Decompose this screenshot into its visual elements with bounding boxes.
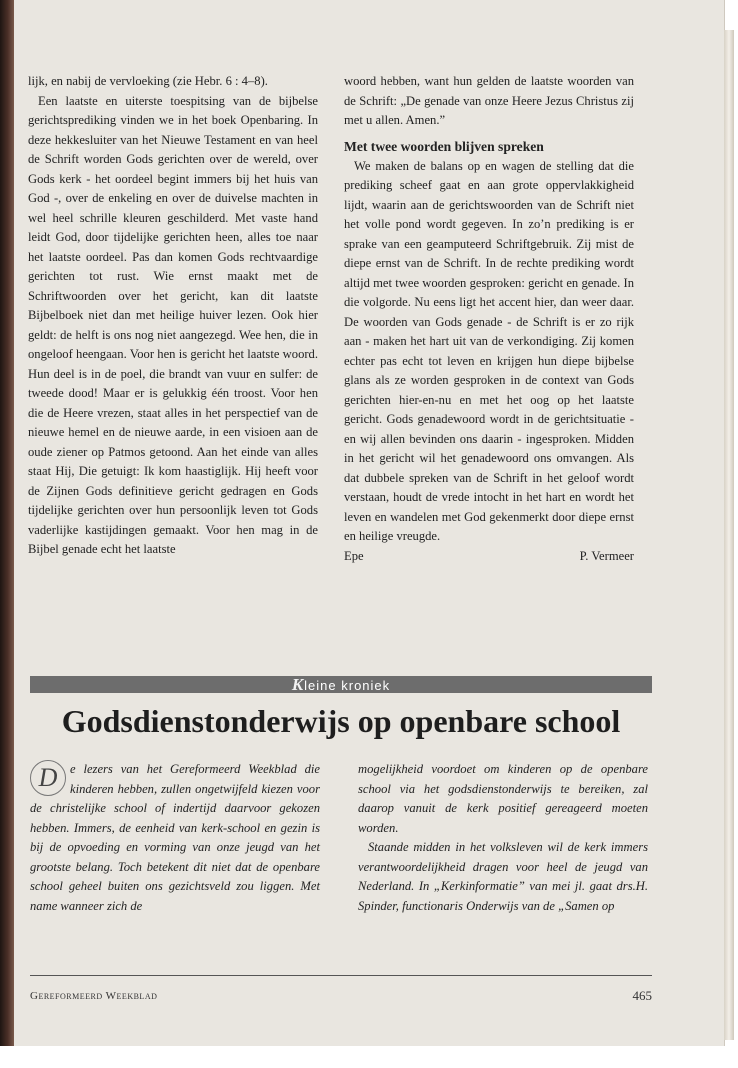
article1-signature [344, 547, 634, 567]
section-banner-kleine-kroniek [30, 676, 652, 693]
article1-subheading: Met twee woorden blijven spreken [344, 138, 544, 154]
article1-left-paragraph-2: Een laatste en uiterste toespitsing van de bijbelse gerichtsprediking vinden we in het boek Openbaring. In deze hekkesluiter van het Nieuwe Testament en van heel de Schrift worden Gods gerichten over de wereld, over Gods kerk - het oordeel begint immers bij het huis van God -, over de enkeling en over de duivelse machten in wel heel schrille kleuren geschilderd. Met vaste hand leidt God, door tijdelijke gerichten heen, alles toe naar het laatste oordeel. Pas dan komen Gods rechtvaardige gerichten tot rust. Wie ernst maakt met de Schriftwoorden over het gericht, kan dit laatste Bijbelboek niet dan met heilige huiver lezen. Ook hier geldt: de helft is ons nog niet aangezegd. Wee hen, die in ongeloof heengaan. Voor hen is gericht het laatste woord. Hun deel is in de poel, die brandt van vuur en sulfer: de tweede dood! Maar er is gelukkig één troost. Voor hen die de Heere vrezen, staat alles in het perspectief van de nieuwe hemel en de nieuwe aarde, in een visioen aan de oude ziener op Patmos getoond. Aan het einde van alles staat Hij, Die getuigt: Ik kom haastiglijk. Hij heeft voor de Zijnen Gods definitieve gericht gedragen en Gods tijdelijke gerichten over hun persoonlijk leven tot Gods vaderlijke kastijdingen gemaakt. Voor hen mag in de Bijbel genade echt het laatste [28, 93, 318, 556]
footer-rule [30, 975, 652, 976]
banner-initial: K [291, 675, 305, 694]
article1-right-column [344, 72, 634, 566]
article2-right-paragraph-1: mogelijkheid voordoet om kinderen op de openbare school via het godsdienstonderwijs te bereiken, zal daarop vanuit de kerk positief gereageerd moeten worden. [358, 762, 648, 835]
article1-right-intro: woord hebben, want hun gelden de laatste woorden van de Schrift: „De genade van onze Heere Jezus Christus zij met u allen. Amen.” [344, 74, 634, 127]
signature-author: P. Vermeer [579, 548, 634, 563]
article2-right-paragraph-2: Staande midden in het volksleven wil de kerk immers verantwoordelijkheid dragen voor heel de jeugd van Nederland. In „Kerkinformatie” van mei jl. gaat drs.H. Spinder, functionaris Onderwijs van de „Samen op [358, 840, 648, 913]
article1-right-body: We maken de balans op en wagen de stelling dat die prediking scheef gaat en aan grote oppervlakkigheid lijdt, waarin aan de gerichtswoorden van de Schrift niet het volle pond wordt gegeven. In zo’n prediking is er sprake van een geamputeerd Schriftgebruik. Zij mist de diepe ernst van de Schrift. In de rechte prediking wordt altijd met twee woorden gesproken: gericht en genade. In die volgorde. Nu eens ligt het accent hier, dan weer daar. De woorden van Gods genade - de Schrift is er zo rijk aan - maken het hart uit van de verkondiging. Zij komen echter pas echt tot leven en krijgen hun diepe bijbelse glans als ze worden gesproken in de context van Gods gerichten hier-en-nu en met het oog op het laatste gericht. Gods genadewoord wordt in de gerichtsituatie - en wij allen bevinden ons daarin - ingesproken. Midden in het gericht wil het genadewoord ons omvangen. Als dat dubbele spreken van de Schrift in het geloof wordt verstaan, houdt de vrede intocht in het hart en wordt het leven en wandelen met God gekenmerkt door diepe ernst en heilige vreugde. [344, 158, 634, 543]
article1-left-paragraph-1: lijk, en nabij de vervloeking (zie Hebr. 6 : 4–8). [28, 74, 268, 88]
drop-cap: D [30, 760, 66, 796]
article2-right-column [358, 760, 648, 916]
article2-left-text: e lezers van het Gereformeerd Weekblad die kinderen hebben, zullen ongetwijfeld kiezen voor de christelijke school of indertijd daarvoor gekozen hebben. Immers, de eenheid van kerk-school en gezin is bij de opvoeding en vorming van onze jeugd van het grootste belang. Toch betekent dit niet dat de openbare school geheel buiten ons gezichtsveld zou liggen. Met name wanneer zich de [30, 762, 320, 913]
book-spine [0, 0, 14, 1046]
page-edge [724, 30, 734, 1040]
article2-headline: Godsdienstonderwijs op openbare school [61, 703, 621, 739]
banner-text: leine kroniek [304, 678, 391, 693]
footer-page-number: 465 [632, 988, 652, 1003]
signature-place: Epe [344, 548, 364, 563]
article1-left-column [28, 72, 318, 560]
footer-publication: Gereformeerd Weekblad [30, 990, 158, 1002]
article2-left-column [30, 760, 320, 916]
